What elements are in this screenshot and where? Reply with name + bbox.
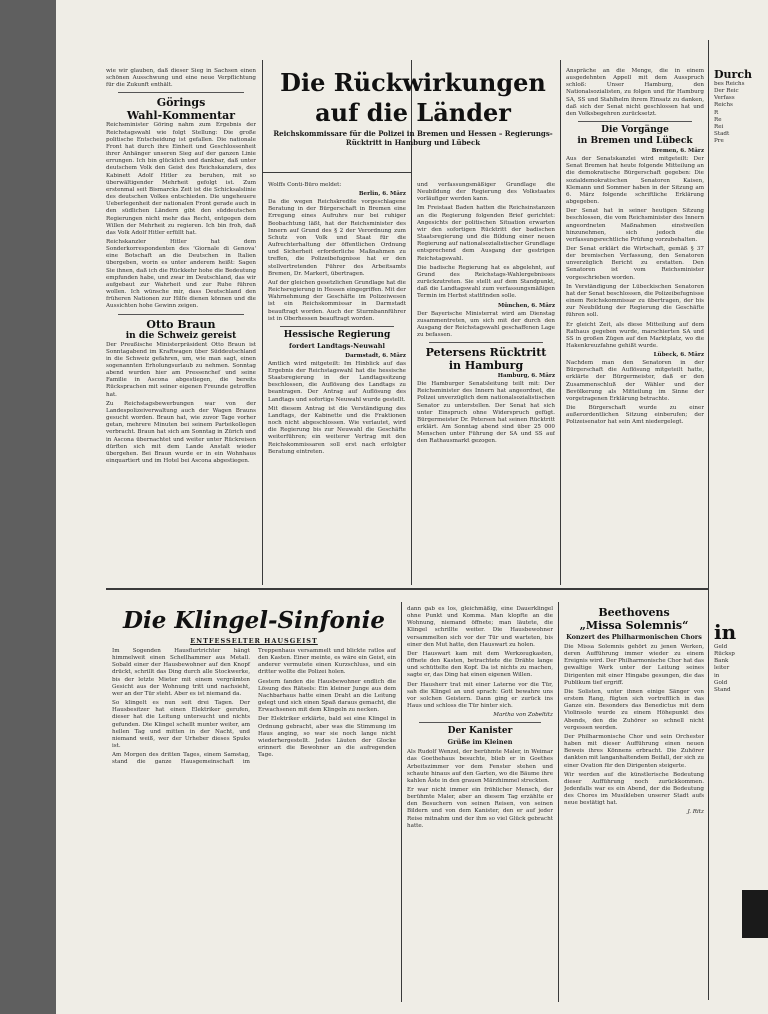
col5-line: Re bbox=[714, 116, 722, 123]
column-rule bbox=[708, 40, 709, 1000]
col5-line: Reichs bbox=[714, 102, 733, 109]
col1-paragraph: Zu Reichstagsbewerbungen war von der Landespolizeiverwaltung auch der Wagen Brauns gesucht worden. Braun hat, wie zuvor Tage vorher getan, mehrere Minuten bei seinem Parteikollegen verbracht. Braun hat sich am Sonntag in Zürich und in Ascona übernachtet und weiter unter Rückreisen dürften sich mit dem Lande Anstalt wieder übergehen. Bei Braun wurde er in ein Wohnhaus einquartiert und im Hotel bei Ascona abgestiegen. bbox=[106, 400, 256, 465]
col5-line: Rei bbox=[714, 123, 724, 130]
col3-dateline: München, 6. März bbox=[497, 302, 555, 309]
col2-paragraph: Amtlich wird mitgeteilt: Im Hinblick auf das Ergebnis der Reichstagswahl hat die hessische Staatsregierung in der Landtagssitzung beschlossen, die Auflösung des Landtags zu beantragen. Der Antrag auf Auflösung des Landtags und sofortige Neuwahl wurde gestellt. bbox=[268, 360, 406, 403]
klingel-paragraph: So klingelt es nun seit drei Tagen. Der Hausbesitzer hat einen Elektriker gerufen, dieser hat die Leitung untersucht und nichts gefunden. Die Klingel schellt munter weiter, am hellen Tag und mitten in der Nacht, und niemand weiß, wer der Urheber dieses Spuks ist. bbox=[112, 700, 250, 750]
beethoven-article bbox=[564, 606, 704, 1002]
section-rule bbox=[106, 588, 708, 590]
klingel-paragraph: Im Sogenden Hausflurtrichter hängt himmelweit einen Schellhammer aus Metall. Sobald einer der Hausbewohner auf den Knopf drückt, schrillt das Ding durch alle Stockwerke, bis der letzte Mieter mit einem vergrämten Gesicht aus der Wohnung tritt und nachsieht, wer an der Tür steht. Aber es ist niemand da. bbox=[112, 648, 250, 697]
col4-paragraph: Anspräche an die Menge, die in einem ausgedehnten Appell mit dem Ausspruch schloß: Unser Hamburg, den Nationalsozialisten, zu folgen und für Hamburg SA, SS und Stahlhelm ihrem Einsatz zu danken, daß sich der Senat nicht geschlossen hat und den Volksbegehren zurücksetzt. bbox=[566, 68, 704, 117]
cutoff-line: in bbox=[714, 672, 720, 679]
col4-paragraph: Er gleicht Zeit, als diese Mitteilung auf dem Rathaus gegeben wurde, marschierten SA und SS in großen Zügen auf den Marktplatz, wo die Hakenkreuzfahne gehißt wurde. bbox=[566, 321, 704, 349]
braun-headline-2: in die Schweiz gereist bbox=[125, 330, 237, 341]
main-headline-2: auf die Länder bbox=[315, 98, 511, 127]
column-rule bbox=[560, 60, 561, 585]
col5-line: Verfass bbox=[714, 95, 735, 102]
column-rule bbox=[401, 602, 402, 1002]
bremen-headline: Die Vorgänge bbox=[601, 125, 669, 136]
col5-line: Stadt bbox=[714, 131, 730, 138]
col1-intro: wie wir glauben, daß dieser Sieg in Sachsen einen schönen Ausschwung und eine neue Verpflichtung für die Zukunft enthält. bbox=[106, 68, 256, 89]
goering-headline-2: Wahl-Kommentar bbox=[126, 109, 236, 123]
cutoff-headline: in bbox=[714, 620, 737, 644]
column-rule bbox=[558, 602, 559, 1002]
klingel-paragraph: Der Elektriker erklärte, bald sei eine Klingel in Ordnung gebracht, aber was die Stimmung im Haus anging, so war sie noch lange nicht wiederhergestellt. Jedes Läuten der Glocke erinnert die Bewohner an die aufregenden Tage. bbox=[258, 716, 396, 759]
column-3 bbox=[417, 182, 555, 586]
column-5-cutoff bbox=[714, 68, 768, 586]
main-headline-block bbox=[268, 68, 558, 178]
column-2 bbox=[268, 182, 406, 586]
dark-ad-block bbox=[742, 890, 768, 938]
col4-paragraph: Nachdem man den Senatoren in der Bürgerschaft die Auflösung mitgeteilt hatte, erklärte der Bürgermeister, daß er den Zusammenschluß der Wähler und der Bevölkerung als Mitteilung im Sinne der vorgetragenen Erklärung betrachte. bbox=[566, 360, 704, 402]
col4-paragraph: Aus der Senatskanzlei wird mitgeteilt: Der Senat Bremen hat heute folgende Mitteilung an die demokratische Bürgerschaft gegeben: Die sozialdemokratischen Senatoren Kaisen, Klemann und Sommer haben in der Sitzung am 6. März folgende schriftliche Erklärung abgegeben. bbox=[566, 156, 704, 206]
col4-paragraph: Der Senat hat in seiner heutigen Sitzung beschlossen, die vom Reichsminister des Innern angeordneten Maßnahmen einstweilen hinzunehmen, sich jedoch die verfassungsrechtliche Prüfung vorzubehalten. bbox=[566, 208, 704, 243]
col3-paragraph: Die badische Regierung hat es abgelehnt, auf Grund des Reichstags-Wahlergebnisses zurückzutreten. Sie stellt auf dem Standpunkt, daß die Landtagswahl zum verfassungsmäßigen Termin im Herbst stattfinden solle. bbox=[417, 264, 555, 300]
beethoven-paragraph: Die Missa Solemnis gehört zu jenen Werken, deren Aufführung immer wieder zu einem Ereignis wird. Der Philharmonische Chor hat das gewaltige Werk unter der Leitung seines Dirigenten mit einer Hingabe gesungen, die das Publikum tief ergriff. bbox=[564, 644, 704, 686]
petersen-headline-2: in Hamburg bbox=[448, 359, 524, 373]
klingel-paragraph: Am Morgen des dritten Tages, einem Samstag, stand die ganze Hausgemeinschaft im Treppenhaus versammelt und blickte ratlos auf den Kasten. Einer meinte, es wäre ein Geist, ein anderer vermutete einen Kurzschluss, und ein dritter wollte die Polizei holen. bbox=[112, 648, 396, 766]
petersen-headline: Petersens Rücktritt bbox=[425, 346, 547, 360]
klingel-author: Martha von Zobeltitz bbox=[493, 712, 553, 719]
hessen-headline: Hessische Regierung bbox=[283, 329, 391, 340]
braun-headline: Otto Braun bbox=[146, 317, 216, 331]
col4-dateline: Lübeck, 6. März bbox=[653, 352, 704, 359]
col3-dateline: Hamburg, 6. März bbox=[497, 373, 555, 380]
klingel-article bbox=[112, 606, 396, 1002]
kanister-paragraph: Als Rudolf Wenzel, der berühmte Maler, in Weimar das Goethehaus besuchte, blieb er in Goethes Arbeitszimmer vor dem Fenster stehen und schaute hinaus auf den Garten, wo die Bäume ihre kahlen Äste in den grauen Märzhimmel streckten. bbox=[407, 749, 553, 784]
col2-paragraph: Auf der gleichen gesetzlichen Grundlage hat die Reichsregierung in Hessen eingegriffen. Mit der Wahrnehmung der Geschäfte im Polizeiwesen ist ein Reichskommissar in Darmstadt beauftragt worden. Auch der Sturmbannführer ist in Oberhessen beauftragt worden. bbox=[268, 279, 406, 322]
col3-paragraph: Der Bayerische Ministerrat wird am Dienstag zusammentreten, um sich mit der durch den Ausgang der Reichstagswahl geschaffenen Lage zu befassen. bbox=[417, 310, 555, 338]
col4-paragraph: Die Bürgerschaft wurde zu einer außerordentlichen Sitzung einberufen; der Polizeisenator hat sein Amt niedergelegt. bbox=[566, 405, 704, 426]
col5-headline: Durch bbox=[714, 68, 753, 81]
col2-dateline: Darmstadt, 6. März bbox=[345, 352, 406, 359]
col4-paragraph: Der Senat erklärt die Wirtschaft, gemäß § 37 der bremischen Verfassung, den Senatoren unverzüglich Bericht zu erstatten. Den Senatoren ist vom Reichsminister vorgeschrieben worden. bbox=[566, 245, 704, 281]
col1-paragraph: Reichskanzler Hitler hat dem Sonderkorrespondenten des 'Giornale di Genova' eine Botschaft an die Deutschen in Italien übergeben, worin es unter anderem heißt: Sagen Sie ihnen, daß ich die Rückkehr hohe die Bedeutung empfunden habe, und zwar im Deutschland, das wir aufgebaut zur Wahrheit und zur Ruhe führen wollen. Ich wünsche mir, dass Deutschland den früheren Nationen zur Hilfe dienen können und die Aussichten hohe Gewinn zeigen. bbox=[106, 238, 256, 310]
goering-headline: Görings bbox=[156, 96, 206, 110]
col2-dateline: Berlin, 6. März bbox=[358, 191, 406, 198]
col5-line: R bbox=[714, 109, 719, 116]
beethoven-paragraph: Die Solisten, unter ihnen einige Sänger von erstem Rang, fügten sich vortrefflich in das Ganze ein. Besonders das Benedictus mit dem Violinsolo wurde zu einem Höhepunkt des Abends, den die Zuhörer so schnell nicht vergessen werden. bbox=[564, 688, 704, 731]
beethoven-headline: Beethovens bbox=[598, 606, 670, 619]
col1-paragraph: Der Preußische Ministerpräsident Otto Braun ist Sonntagabend im Kraftwagen über Süddeutschland in die Schweiz gefahren, um, wie man sagt, einen sogenannten Erholungsurlaub zu nehmen. Sonntag abend wurden hier am Pressenchef und seine Familie in Ascona abgestiegen, die bereits Rücksprachen mit seiner eigenen Freunde getroffen hat. bbox=[106, 341, 256, 398]
column-4 bbox=[566, 68, 704, 586]
col2-paragraph: Mit diesem Antrag ist die Verständigung des Landtags, der Kabinette und die Fraktionen noch nicht abgeschlossen. Wie verlautet, wird die Regierung bis zur Neuwahl die Geschäfte weiterführen; ein weiterer Vertrag mit den Reichskommissaren soll erst nach erfolgter Beratung eintreten. bbox=[268, 405, 406, 455]
hessen-subheadline: fordert Landtags-Neuwahl bbox=[289, 341, 385, 350]
klingel-headline: Die Klingel-Sinfonie bbox=[123, 607, 385, 634]
klingel-paragraph: Gestern fanden die Hausbewohner endlich die Lösung des Rätsels: Ein kleiner Junge aus dem Nachbarhaus hatte einen Draht an die Leitung gelegt und sich einen Spaß daraus gemacht, die Erwachsenen mit dem Klingeln zu necken. bbox=[258, 678, 396, 714]
column-1 bbox=[106, 68, 256, 586]
column-rule bbox=[262, 60, 263, 585]
cutoff-line: Bank bbox=[714, 658, 729, 665]
col4-dateline: Bremen, 6. März bbox=[651, 148, 704, 155]
col5-line: Pre bbox=[714, 138, 724, 145]
cutoff-line: Gold bbox=[714, 679, 728, 686]
kanister-subheadline: Grüße im Kleinen bbox=[447, 738, 513, 747]
col5-line: bes Reichs bbox=[714, 81, 745, 87]
col2-paragraph: Da die wegen Reichskredite vorgeschlagene Beratung in der Bürgerschaft in Bremen eine Erregung eines Aufruhrs nur bei ruhiger Beobachtung läßt, hat der Reichsminister des Innern auf Grund des § 2 der Verordnung zum Schutz von Volk und Staat für die Aufrechterhaltung der öffentlichen Ordnung und Sicherheit erforderliche Maßnahmen zu treffen, die Polizeibefugnisse hat er den stellvertretenden Führer des Arbeitsamts Bremen, Dr. Markert, übertragen. bbox=[268, 199, 406, 277]
col2-source: Wolffs Conti-Büro meldet: bbox=[268, 182, 342, 188]
col3-paragraph: und verfassungsmäßiger Grundlage die Neubildung der Regierung des Volkstaates vorläufiger werden kann. bbox=[417, 182, 555, 203]
col1-paragraph: Reichsminister Göring nahm zum Ergebnis der Reichstagswahl wie folgt Stellung: Die große politische Entscheidung ist gefallen. Die nationale Front hat durch ihre Einheit und Geschlossenheit ihrer Anhänger unseren Sieg auf der ganzen Linie errungen. Ich bin glücklich und dankbar, daß unter deutschem Volk den Geist des Reichskanzlers, des Kabinett Adolf Hitler zu beruhen, mit so überwältigender Mehrheit gefolgt ist. Zum erstenmal seit Bismarcks Zeit ist die Schicksalslinie des deutschen Volkes entschieden. Die ungeheuere Ueberlegenheit der nationalen Front gerade auch in den südlichen Ländern gibt den süddeutschen Regierungen nicht mehr das Recht, entgegen dem Willen der Mehrheit zu regieren. Ich bin froh, daß das Volk Adolf Hitler erfüllt hat. bbox=[106, 122, 256, 236]
kanister-paragraph: Er war nicht immer ein fröhlicher Mensch, der berühmte Maler, aber an diesem Tag erzählte er den Besuchern von seinen Reisen, von seinen Bildern und von dem Kanister, den er auf jeder Reise mitnahm und der ihm so viel Glück gebracht hatte. bbox=[407, 786, 553, 829]
beethoven-paragraph: Der Philharmonische Chor und sein Orchester haben mit dieser Aufführung einen neuen Beweis ihres Könnens erbracht. Die Zuhörer dankten mit langanhaltendem Beifall, der sich zu einer Ovation für den Dirigenten steigerte. bbox=[564, 733, 704, 769]
beethoven-paragraph: Wir werden auf die künstlerische Bedeutung dieser Aufführung noch zurückkommen. Jedenfalls war es ein Abend, der die Bedeutung des Chores im Musikleben unserer Stadt aufs neue bestätigt hat. bbox=[564, 771, 704, 807]
bremen-headline-2: in Bremen und Lübeck bbox=[577, 136, 693, 147]
klingel-continued: Der Hausherr trat mit einer Laterne vor die Tür, sah die Klingel an und sprach: Gott bewahre uns vor solchen Geistern. Dann ging er zurück ins Haus und schloss die Tür hinter sich. bbox=[407, 681, 553, 710]
cutoff-line: leiter bbox=[714, 665, 730, 672]
bottom-cutoff-column bbox=[714, 620, 768, 1000]
klingel-subheadline: ENTFESSELTER HAUSGEIST bbox=[190, 637, 318, 645]
klingel-continued: dann gab es los, gleichmäßig, eine Dauerklingel ohne Punkt und Komma. Man klopfte an die Wohnung, niemand öffnete; man läutete, die Klingel schrillte weiter. Die Hausbewohner versammelten sich vor der Tür und warteten, bis einer den Mut hatte, den Hauswart zu holen. bbox=[407, 606, 553, 648]
col5-line: Der Reic bbox=[714, 88, 739, 95]
kanister-headline: Der Kanister bbox=[447, 726, 513, 737]
newspaper-page bbox=[56, 0, 768, 1014]
main-subheadline: Reichskommissare für die Polizei in Bremen und Hessen – Regierungs-Rücktritt in Hamburg und Lübeck bbox=[273, 129, 553, 147]
beethoven-author: J. Ritz bbox=[687, 809, 704, 816]
klingel-continued: Der Hauswart kam mit dem Werkzeugkasten, öffnete den Kasten, betrachtete die Drähte lange und schüttelte den Kopf. Da ist nichts zu machen, sagte er, das Ding hat einen eigenen Willen. bbox=[407, 650, 553, 679]
beethoven-subheadline: Konzert des Philharmonischen Chors bbox=[566, 633, 702, 641]
klingel-body bbox=[112, 648, 396, 988]
cutoff-line: Geld bbox=[714, 644, 728, 650]
col3-paragraph: Im Freistaat Baden hatten die Reichsinstanzen an die Regierung folgenden Brief gerichtet: Angesichts der politischen Situation erwarten wir den sofortigen Rücktritt der badischen Staatsregierung und die Bildung einer neuen Regierung auf nationalsozialistischer Grundlage entsprechend dem Ausgang der gestrigen Reichstagswahl. bbox=[417, 205, 555, 262]
beethoven-headline-2: „Missa Solemnis“ bbox=[579, 619, 689, 632]
cutoff-line: Rücksp bbox=[714, 651, 735, 658]
col4-paragraph: In Verständigung der Lübeckischen Senatoren hat der Senat beschlossen, die Polizeibefugnisse einem Reichskommissar zu übertragen, der bis zur Neubildung der Regierung die Geschäfte führen soll. bbox=[566, 283, 704, 319]
col3-paragraph: Die Hamburger Senatsleitung teilt mit: Der Reichsminister des Innern hat angeordnet, die Polizei unverzüglich dem nationalsozialistischen Senator zu unterstellen. Der Senat hat sich unter Einspruch ohne Widerspruch gefügt. Bürgermeister Dr. Petersen hat seinen Rücktritt erklärt. Am Sonntag abend sind über 25 000 Menschen unter Führung der SA und SS auf den Rathausmarkt gezogen. bbox=[417, 381, 555, 445]
cutoff-line: Stand bbox=[714, 686, 731, 693]
bottom-middle-column bbox=[407, 606, 553, 1002]
main-headline: Die Rückwirkungen bbox=[280, 68, 546, 97]
